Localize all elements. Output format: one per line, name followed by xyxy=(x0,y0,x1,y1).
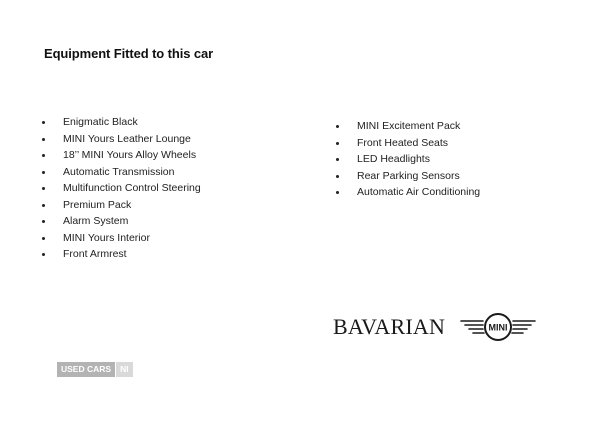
bullet-icon xyxy=(42,187,45,190)
equipment-item xyxy=(334,118,480,135)
equipment-item-label: 18’’ MINI Yours Alloy Wheels xyxy=(63,149,197,161)
equipment-item xyxy=(40,164,201,181)
equipment-item-label: Enigmatic Black xyxy=(63,116,138,128)
bullet-icon xyxy=(336,125,339,128)
equipment-item xyxy=(334,151,480,168)
equipment-item-label: Front Heated Seats xyxy=(357,136,449,149)
equipment-item-label: Automatic Air Conditioning xyxy=(357,186,481,198)
equipment-item xyxy=(40,213,201,230)
mini-winged-logo-icon xyxy=(459,312,537,342)
equipment-item xyxy=(40,114,201,131)
equipment-item-label: MINI Excitement Pack xyxy=(357,120,461,132)
equipment-item xyxy=(40,197,201,214)
bullet-icon xyxy=(42,237,45,240)
badge-used-cars: USED CARS xyxy=(57,362,115,377)
svg-text:MINI: MINI xyxy=(488,322,508,333)
equipment-item xyxy=(40,131,201,148)
equipment-item xyxy=(334,168,480,185)
equipment-item xyxy=(40,246,201,263)
equipment-item xyxy=(40,147,201,164)
bullet-icon xyxy=(336,175,339,178)
equipment-item xyxy=(334,184,480,201)
bullet-icon xyxy=(42,171,45,174)
equipment-item-label: Multifunction Control Steering xyxy=(63,182,201,194)
equipment-item-label: Automatic Transmission xyxy=(63,165,175,178)
equipment-list-right xyxy=(334,118,480,201)
bullet-icon xyxy=(42,253,45,256)
equipment-item xyxy=(40,230,201,247)
bullet-icon xyxy=(336,158,339,161)
dealer-branding xyxy=(333,312,537,342)
equipment-item xyxy=(40,180,201,197)
bullet-icon xyxy=(42,138,45,141)
bullet-icon xyxy=(336,191,339,194)
bullet-icon xyxy=(336,142,339,145)
equipment-item-label: LED Headlights xyxy=(357,153,430,165)
bullet-icon xyxy=(42,121,45,124)
equipment-item-label: Premium Pack xyxy=(63,198,132,211)
page-title: Equipment Fitted to this car xyxy=(44,46,214,61)
badge-ni: NI xyxy=(116,362,133,377)
equipment-item-label: MINI Yours Leather Lounge xyxy=(63,132,191,145)
equipment-item xyxy=(334,135,480,152)
bullet-icon xyxy=(42,154,45,157)
used-cars-ni-badge xyxy=(57,362,133,377)
equipment-list-left xyxy=(40,114,201,263)
dealer-name: BAVARIAN xyxy=(333,314,446,339)
bullet-icon xyxy=(42,204,45,207)
equipment-item-label: Rear Parking Sensors xyxy=(357,169,460,182)
equipment-item-label: MINI Yours Interior xyxy=(63,231,150,244)
bullet-icon xyxy=(42,220,45,223)
equipment-item-label: Front Armrest xyxy=(63,248,127,260)
equipment-item-label: Alarm System xyxy=(63,215,129,227)
